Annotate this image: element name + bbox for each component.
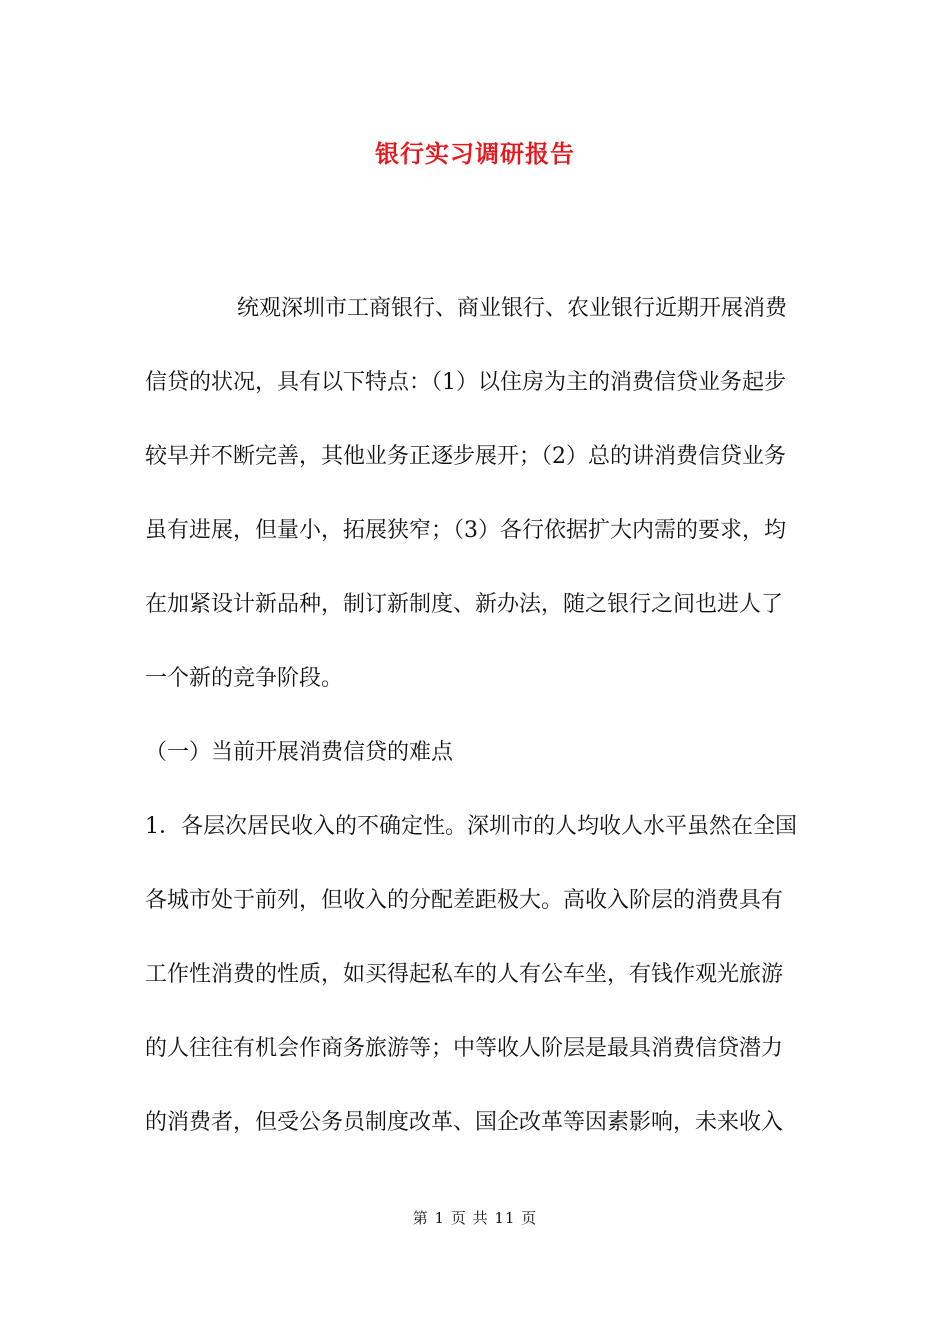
document-body	[145, 272, 810, 1160]
paragraph-line: 的人往往有机会作商务旅游等；中等收人阶层是最具消费信贷潜力	[145, 1036, 784, 1061]
paragraph-line: 虽有进展，但量小，拓展狭窄；（3）各行依据扩大内需的要求，均	[145, 518, 786, 543]
paragraph-line: 1．各层次居民收入的不确定性。深圳市的人均收人水平虽然在全国	[145, 814, 797, 839]
paragraph-line: 信贷的状况，具有以下特点：（1）以住房为主的消费信贷业务起步	[145, 370, 786, 395]
paragraph-line: 较早并不断完善，其他业务正逐步展开；（2）总的讲消费信贷业务	[145, 444, 786, 469]
section-heading: （一）当前开展消费信贷的难点	[145, 740, 454, 765]
paragraph-line: 各城市处于前列，但收入的分配差距极大。高收入阶层的消费具有	[145, 888, 784, 913]
paragraph-line: 在加紧设计新品种，制订新制度、新办法，随之银行之间也进人了	[145, 592, 784, 617]
document-title: 银行实习调研报告	[375, 139, 575, 168]
paragraph-line: 统观深圳市工商银行、商业银行、农业银行近期开展消费	[237, 296, 788, 321]
paragraph-line: 的消费者，但受公务员制度改革、国企改革等因素影响，未来收入	[145, 1110, 784, 1135]
page-number-footer: 第 1 页 共 11 页	[412, 1209, 538, 1227]
paragraph-line: 工作性消费的性质，如买得起私车的人有公车坐，有钱作观光旅游	[145, 962, 784, 987]
paragraph-line: 一个新的竞争阶段。	[145, 666, 344, 691]
